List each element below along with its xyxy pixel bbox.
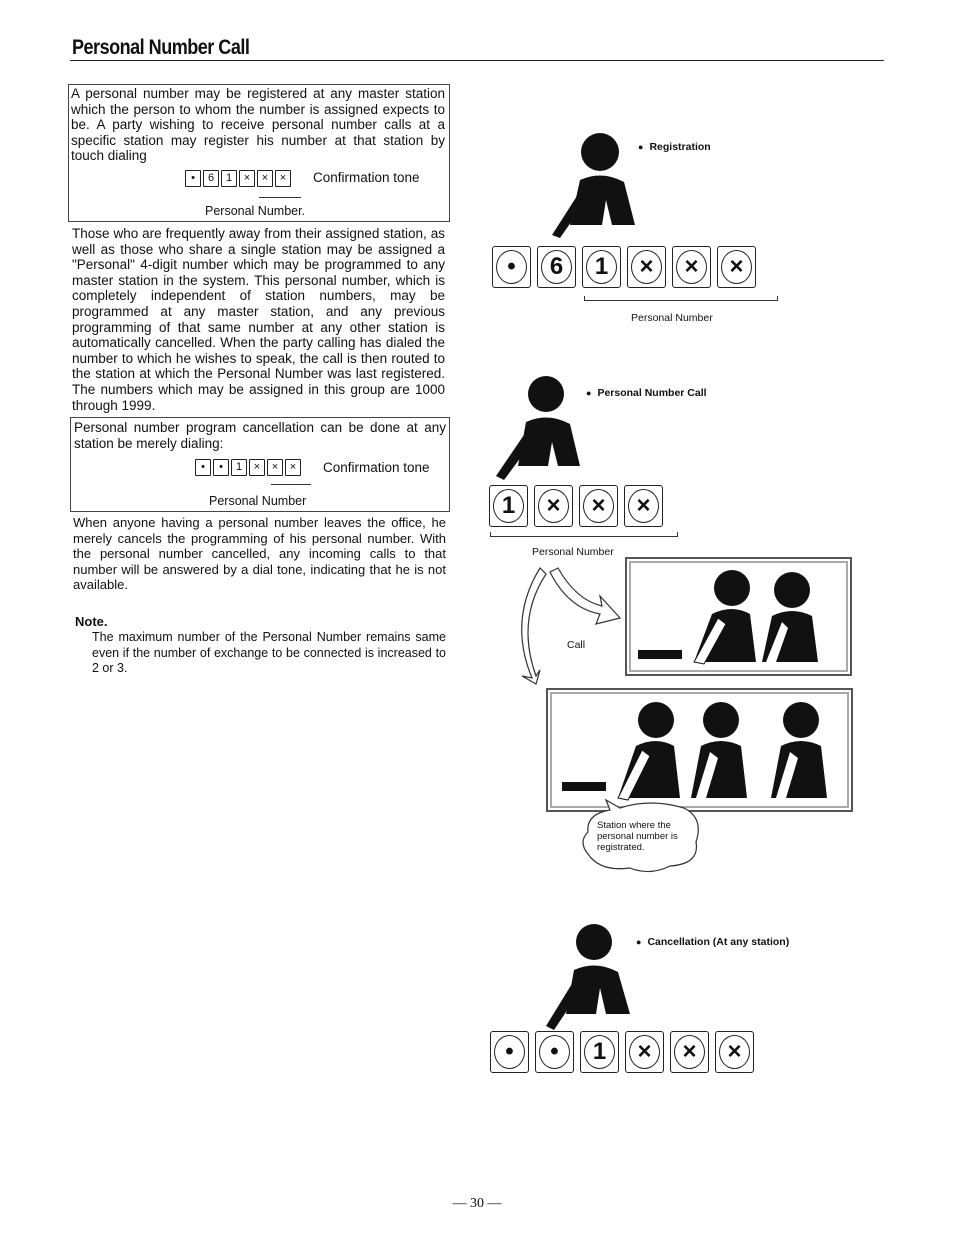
title-rule	[70, 60, 884, 61]
key-1: 1	[221, 170, 237, 187]
key-x-large: ×	[624, 485, 663, 527]
cancellation-paragraph: When anyone having a personal number leaves the office, he merely cancels the programming of his personal number. With the personal number cancelled, any incoming calls to that number will be answered by a dial tone, indicating that he is not available.	[73, 515, 446, 593]
key-dot-large: •	[490, 1031, 529, 1073]
personal-number-underline-2	[271, 484, 311, 485]
call-arrow-label: Call	[567, 639, 586, 651]
personal-number-label: Personal Number.	[205, 204, 306, 218]
key-dot-large: •	[535, 1031, 574, 1073]
registration-heading: ● Registration	[638, 141, 711, 153]
registration-text: A personal number may be registered at any master station which the person to whom the number is assigned expects to be. A party wishing to receive personal number calls at a specific station may register his number at that station by touch dialing	[71, 86, 445, 164]
personal-number-label-2: Personal Number	[209, 494, 307, 508]
confirmation-tone-label-2: Confirmation tone	[323, 460, 430, 475]
key-x-large: ×	[627, 246, 666, 288]
key-x-large: ×	[670, 1031, 709, 1073]
person-pressing-icon	[540, 130, 640, 240]
key-x-large: ×	[625, 1031, 664, 1073]
registration-box	[68, 84, 450, 222]
key-x-large: ×	[579, 485, 618, 527]
confirmation-tone-label: Confirmation tone	[313, 170, 420, 185]
curved-arrows-icon	[506, 560, 630, 686]
call-big-keys	[489, 485, 669, 532]
key-dot: •	[213, 459, 229, 476]
key-6: 6	[203, 170, 219, 187]
page-title: Personal Number Call	[72, 36, 250, 59]
registration-big-keys	[492, 246, 762, 293]
call-personal-number-label: Personal Number	[532, 546, 614, 558]
key-1-large: 1	[580, 1031, 619, 1073]
cancellation-big-keys	[490, 1031, 760, 1078]
key-x: ×	[275, 170, 291, 187]
cancellation-box	[70, 417, 450, 512]
key-x-large: ×	[717, 246, 756, 288]
cancellation-key-sequence	[195, 459, 303, 477]
person-pressing-icon	[488, 376, 588, 486]
three-people-icon	[556, 698, 848, 804]
registered-station-callout: Station where the personal number is registrated.	[597, 820, 678, 853]
person-pressing-icon	[536, 922, 636, 1032]
note-heading: Note.	[75, 614, 108, 629]
key-dot: •	[195, 459, 211, 476]
key-1: 1	[231, 459, 247, 476]
key-1-large: 1	[489, 485, 528, 527]
cancellation-heading: ● Cancellation (At any station)	[636, 936, 789, 948]
page-number: — 30 —	[452, 1196, 502, 1211]
key-6-large: 6	[537, 246, 576, 288]
personal-number-underline	[259, 197, 301, 198]
call-brace	[490, 532, 678, 537]
registration-brace	[584, 296, 778, 301]
two-people-icon	[632, 566, 847, 670]
note-text: The maximum number of the Personal Number remains same even if the number of exchange to be connected is increased to 2 or 3.	[92, 630, 446, 676]
key-1-large: 1	[582, 246, 621, 288]
key-x: ×	[249, 459, 265, 476]
description-paragraph: Those who are frequently away from their assigned station, as well as those who share a single station may be assigned a "Personal" 4-digit number which may be programmed to any master station in the system. This personal number, which is completely independent of station numbers, may be programmed at any master station, and any previous programming of that same number at any other station is automatically cancelled. When the party calling has dialed the number to which he wishes to speak, the call is then routed to the station at which the Personal Number was last registered. The numbers which may be assigned in this group are 1000 through 1999.	[72, 226, 445, 413]
cancellation-text: Personal number program cancellation can be done at any station be merely dialing:	[74, 420, 446, 451]
key-x: ×	[267, 459, 283, 476]
key-dot: •	[185, 170, 201, 187]
key-x: ×	[239, 170, 255, 187]
key-dot-large: •	[492, 246, 531, 288]
key-x: ×	[285, 459, 301, 476]
registration-key-sequence	[185, 170, 293, 188]
key-x-large: ×	[534, 485, 573, 527]
registration-personal-number-label: Personal Number	[631, 312, 713, 324]
key-x-large: ×	[672, 246, 711, 288]
key-x: ×	[257, 170, 273, 187]
call-heading: ● Personal Number Call	[586, 387, 707, 399]
key-x-large: ×	[715, 1031, 754, 1073]
